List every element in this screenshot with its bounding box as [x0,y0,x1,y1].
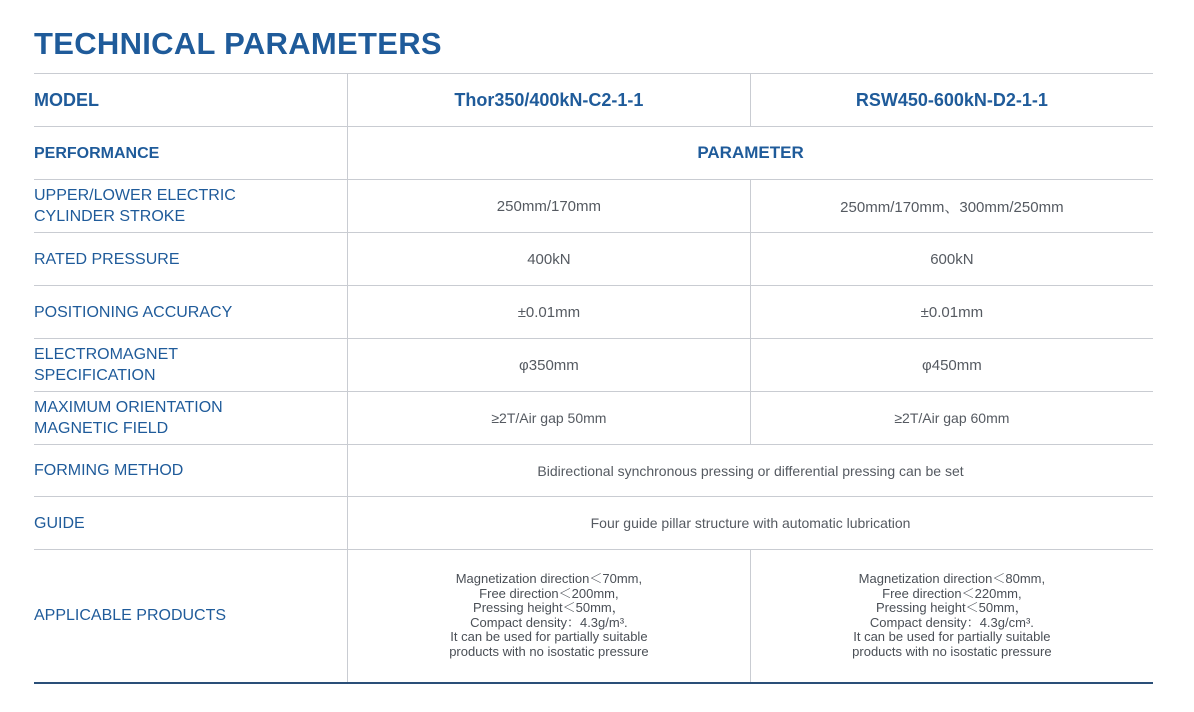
applicable-products-label: APPLICABLE PRODUCTS [34,550,348,683]
guide-row [34,497,1153,550]
applicable-products-row [34,550,1153,683]
product-line: Compact density：4.3g/m³. [470,614,628,630]
performance-row [34,127,1153,180]
row-value-model-2: φ450mm [750,339,1153,392]
product-line: It can be used for partially suitable [450,629,648,645]
table-row [34,392,1153,445]
parameter-label: PARAMETER [348,127,1153,180]
row-value-model-1: φ350mm [348,339,751,392]
row-label: POSITIONING ACCURACY [34,286,348,339]
forming-method-value: Bidirectional synchronous pressing or differential pressing can be set [348,445,1153,497]
guide-label: GUIDE [34,497,348,550]
row-value-model-1: ±0.01mm [348,286,751,339]
table-row [34,180,1153,233]
row-value-model-1: ≥2T/Air gap 50mm [348,392,751,445]
product-line: Compact density：4.3g/cm³. [869,614,1034,630]
row-value-model-2: 250mm/170mm、300mm/250mm [750,180,1153,233]
product-line: It can be used for partially suitable [853,629,1051,645]
product-line: Pressing height＜50mm， [876,600,1028,616]
row-value-model-2: 600kN [750,233,1153,286]
model-name-2: RSW450-600kN-D2-1-1 [750,74,1153,127]
row-value-model-2: ≥2T/Air gap 60mm [750,392,1153,445]
forming-method-label: FORMING METHOD [34,445,348,497]
parameters-table [34,73,1153,684]
performance-label: PERFORMANCE [34,127,348,180]
product-line: Free direction＜200mm, [479,585,619,601]
row-value-model-2: ±0.01mm [750,286,1153,339]
page-title: TECHNICAL PARAMETERS [34,26,442,61]
row-label: UPPER/LOWER ELECTRIC CYLINDER STROKE [34,180,348,233]
model-label: MODEL [34,74,348,127]
row-value-model-1: 400kN [348,233,751,286]
product-line: Free direction＜220mm, [882,585,1022,601]
row-label: RATED PRESSURE [34,233,348,286]
table-row [34,233,1153,286]
model-name-1: Thor350/400kN-C2-1-1 [348,74,751,127]
product-line: Magnetization direction＜80mm, [858,571,1046,587]
model-row [34,74,1153,127]
product-line: Pressing height＜50mm， [473,600,625,616]
forming-method-row [34,445,1153,497]
product-line: products with no isostatic pressure [449,643,649,659]
products-model-1 [348,550,751,683]
row-label: ELECTROMAGNET SPECIFICATION [34,339,348,392]
table-row [34,339,1153,392]
guide-value: Four guide pillar structure with automatic lubrication [348,497,1153,550]
row-value-model-1: 250mm/170mm [348,180,751,233]
product-line: Magnetization direction＜70mm, [455,571,643,587]
product-line: products with no isostatic pressure [852,643,1052,659]
table-row [34,286,1153,339]
products-model-2 [750,550,1153,683]
row-label: MAXIMUM ORIENTATION MAGNETIC FIELD [34,392,348,445]
